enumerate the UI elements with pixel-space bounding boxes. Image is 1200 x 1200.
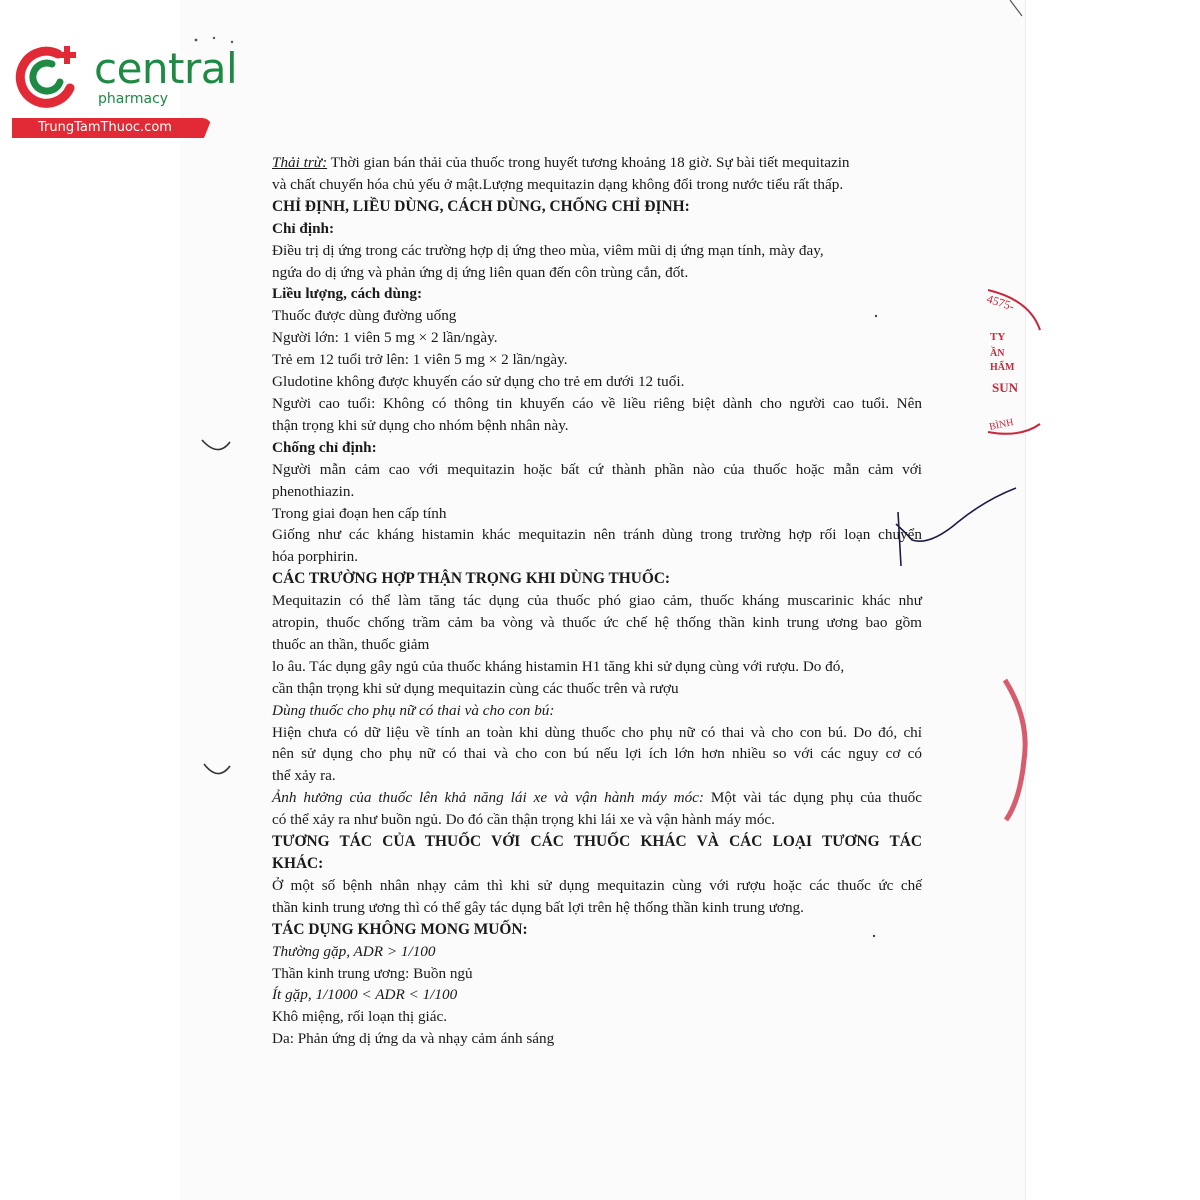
paragraph-line: thận trọng khi sử dụng cho nhóm bệnh nhân này. [272,416,569,434]
document-body [272,152,922,1050]
scan-dot [231,41,233,43]
section-heading: KHÁC: [272,855,324,872]
paragraph-line: Trẻ em 12 tuổi trở lên: 1 viên 5 mg × 2 lần/ngày. [272,351,568,369]
paragraph-line: Người lớn: 1 viên 5 mg × 2 lần/ngày. [272,329,498,347]
paragraph-line: và chất chuyển hóa chủ yếu ở mật.Lượng mequitazin dạng không đổi trong nước tiểu rất thấp. [272,175,844,193]
scan-dot [213,37,215,39]
subsection-heading: Liều lượng, cách dùng: [272,285,423,303]
thai-tru-text: Thời gian bán thải của thuốc trong huyết tương khoảng 18 giờ. Sự bài tiết mequitazin [327,154,850,171]
paragraph-line: lo âu. Tác dụng gây ngủ của thuốc kháng histamin H1 tăng khi sử dụng cùng với rượu. Do đó, [272,657,845,675]
paragraph-line: Điều trị dị ứng trong các trường hợp dị ứng theo mùa, viêm mũi dị ứng mạn tính, mày đay, [272,241,824,259]
frequency-label: Ít gặp, 1/1000 < ADR < 1/100 [272,986,458,1004]
scan-dot [195,39,198,42]
stamp-text: BÌNH [988,417,1015,433]
section-heading: TÁC DỤNG KHÔNG MONG MUỐN: [272,920,528,938]
paragraph-line: có thể xảy ra như buồn ngủ. Do đó cần thận trọng khi lái xe và vận hành máy móc. [272,811,775,829]
stamp-arc-icon [1005,680,1025,820]
paragraph-line: cần thận trọng khi sử dụng mequitazin cùng các thuốc trên và rượu [272,679,679,697]
paragraph-line: thể xảy ra. [272,767,336,785]
paragraph-line: thuốc an thần, thuốc giảm [272,635,430,653]
subsection-heading: Chống chỉ định: [272,438,377,456]
paragraph-line: Người mẫn cảm cao với mequitazin hoặc bất cứ thành phần nào của thuốc hoặc mẫn cảm với [272,460,922,478]
punch-hole-icon [202,440,230,450]
driving-title: Ảnh hưởng của thuốc lên khả năng lái xe và vận hành máy móc: [272,789,704,807]
stamp-text: SUN [992,380,1019,395]
paragraph-line: hóa porphirin. [272,548,359,566]
paragraph-line: atropin, thuốc chống trầm cảm ba vòng và thuốc ức chế hệ thống thần kinh trung ương bao gồm [272,614,922,632]
subsection-heading: Dùng thuốc cho phụ nữ có thai và cho con bú: [272,701,555,719]
stamp-text: ẦN [990,348,1005,359]
paragraph-line: thần kinh trung ương thì có thể gây tác dụng bất lợi trên hệ thống thần kinh trung ương. [272,898,804,916]
paragraph-line: Mequitazin có thể làm tăng tác dụng của thuốc phó giao cảm, thuốc kháng muscarinic khác như [272,592,922,610]
logo-subtitle: pharmacy [98,91,169,107]
paragraph-line: ngứa do dị ứng và phản ứng dị ứng liên quan đến côn trùng cắn, đốt. [272,263,689,281]
paragraph-line: Trong giai đoạn hen cấp tính [272,504,447,522]
logo-url[interactable]: TrungTamThuoc.com [38,120,172,135]
thai-tru-label: Thải trừ: [272,154,328,171]
stamp-text: TY [990,331,1006,343]
stamp-text: HẨM [990,362,1015,373]
paragraph-line: Thần kinh trung ương: Buồn ngủ [272,964,473,982]
paragraph-line: Người cao tuổi: Không có thông tin khuyến cáo về liều riêng biệt dành cho người cao tuổi. Nên [272,394,922,412]
subsection-heading: Chỉ định: [272,219,335,237]
paragraph-line: Giống như các kháng histamin khác mequitazin nên tránh dùng trong trường hợp rối loạn chuyển [272,526,922,544]
logo-name: central [94,44,238,93]
paragraph-line [272,152,922,174]
paragraph-line: nên sử dụng cho phụ nữ có thai và cho con bú nếu lợi ích lớn hơn nhiều so với các nguy cơ có [272,745,922,763]
punch-hole-icon [204,764,230,774]
paragraph-line: Khô miệng, rối loạn thị giác. [272,1008,448,1026]
section-heading: CHỈ ĐỊNH, LIỀU DÙNG, CÁCH DÙNG, CHỐNG CHỈ ĐỊNH: [272,197,690,215]
page-corner-mark [1010,0,1022,16]
section-heading: TƯƠNG TÁC CỦA THUỐC VỚI CÁC THUỐC KHÁC VÀ CÁC LOẠI TƯƠNG TÁC [272,833,922,851]
paragraph-line: Gludotine không được khuyến cáo sử dụng cho trẻ em dưới 12 tuổi. [272,373,685,391]
paragraph-line: Da: Phản ứng dị ứng da và nhạy cảm ánh sáng [272,1030,555,1048]
paragraph-line: Thuốc được dùng đường uống [272,307,457,325]
paragraph-line: phenothiazin. [272,482,355,500]
driving-text: Một vài tác dụng phụ của thuốc [703,789,922,807]
frequency-label: Thường gặp, ADR > 1/100 [272,942,436,960]
section-heading: CÁC TRƯỜNG HỢP THẬN TRỌNG KHI DÙNG THUỐC: [272,570,671,588]
paragraph-line: Hiện chưa có dữ liệu về tính an toàn khi dùng thuốc cho phụ nữ có thai và cho con bú. Do đó, chỉ [272,723,922,741]
stamp-text: 4575- [985,291,1017,314]
paragraph-line: Ở một số bệnh nhân nhạy cảm thì khi sử dụng mequitazin cùng với rượu hoặc các thuốc ức chế [272,876,922,894]
paragraph-line [272,787,922,809]
